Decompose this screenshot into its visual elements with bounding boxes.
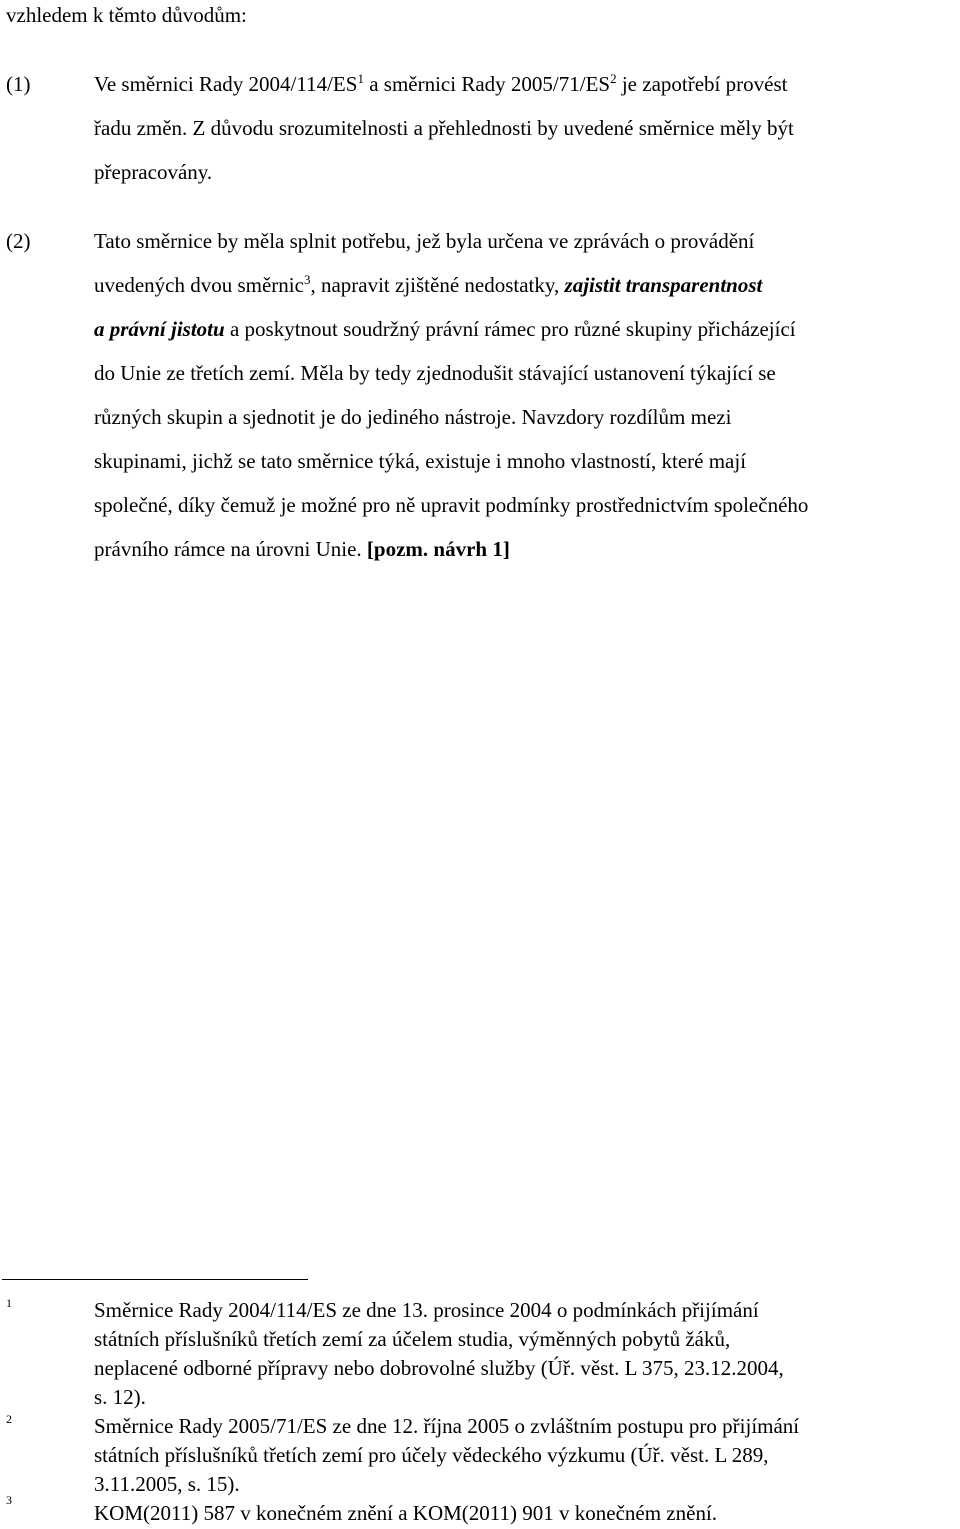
recital-line: společné, díky čemuž je možné pro ně upravit podmínky prostřednictvím společného [94,493,809,517]
text-segment: uvedených dvou směrnic [94,273,304,297]
amended-text: zajistit transparentnost [564,273,763,297]
recital-line: různých skupin a sjednotit je do jediného nástroje. Navzdory rozdílům mezi [94,405,732,429]
footnote-line: 3.11.2005, s. 15). [94,1472,240,1496]
recital-line [94,527,958,571]
recital-text [94,219,958,571]
recital-number: (2) [6,229,31,253]
footnote-number: 2 [6,1412,12,1426]
recital-line: Tato směrnice by měla splnit potřebu, jež byla určena ve zprávách o provádění [94,229,755,253]
footnote-number: 1 [6,1296,12,1310]
footnote-number: 3 [6,1493,12,1507]
footnote-line: KOM(2011) 587 v konečném znění a KOM(2011) 901 v konečném znění. [94,1501,718,1525]
amendment-marker: [pozm. návrh 1] [366,537,510,561]
text-segment: a směrnici Rady 2005/71/ES [363,72,611,96]
footnote-1 [0,1296,958,1412]
footnote-ref[interactable]: 2 [610,71,617,86]
recital-line: do Unie ze třetích zemí. Měla by tedy zjednodušit stávající ustanovení týkající se [94,361,776,385]
footnote-text [94,1296,958,1412]
footnote-separator [2,1279,308,1280]
footnote-line: Směrnice Rady 2004/114/ES ze dne 13. prosince 2004 o podmínkách přijímání [94,1298,759,1322]
recital-line [94,62,958,106]
footnote-3 [0,1493,958,1528]
footnote-line: neplacené odborné přípravy nebo dobrovolné služby (Úř. věst. L 375, 23.12.2004, [94,1356,784,1380]
recital-number: (1) [6,72,31,96]
footnote-ref[interactable]: 1 [357,71,364,86]
recital-line [94,307,958,351]
recital-text [94,62,958,194]
text-segment: právního rámce na úrovni Unie. [94,537,367,561]
footnote-2 [0,1412,958,1499]
text-segment: a poskytnout soudržný právní rámec pro různé skupiny přicházející [224,317,796,341]
text-segment: je zapotřebí provést [616,72,788,96]
intro-heading: vzhledem k těmto důvodům: [6,3,247,27]
text-segment: , napravit zjištěné nedostatky, [310,273,565,297]
recital-2 [6,219,958,571]
recital-1 [6,62,958,194]
recital-line: skupinami, jichž se tato směrnice týká, existuje i mnoho vlastností, které mají [94,449,747,473]
footnote-line: Směrnice Rady 2005/71/ES ze dne 12. října 2005 o zvláštním postupu pro přijímání [94,1414,800,1438]
recital-line: přepracovány. [94,160,213,184]
footnote-line: státních příslušníků třetích zemí za účelem studia, výměnných pobytů žáků, [94,1327,731,1351]
footnote-text [94,1499,958,1528]
footnote-text [94,1412,958,1499]
footnote-line: státních příslušníků třetích zemí pro účely vědeckého výzkumu (Úř. věst. L 289, [94,1443,769,1467]
recital-line [94,263,958,307]
amended-text: a právní jistotu [94,317,225,341]
footnote-line: s. 12). [94,1385,146,1409]
footnote-ref[interactable]: 3 [303,272,311,287]
recital-line: řadu změn. Z důvodu srozumitelnosti a přehlednosti by uvedené směrnice měly být [94,116,794,140]
text-segment: Ve směrnici Rady 2004/114/ES [94,72,358,96]
